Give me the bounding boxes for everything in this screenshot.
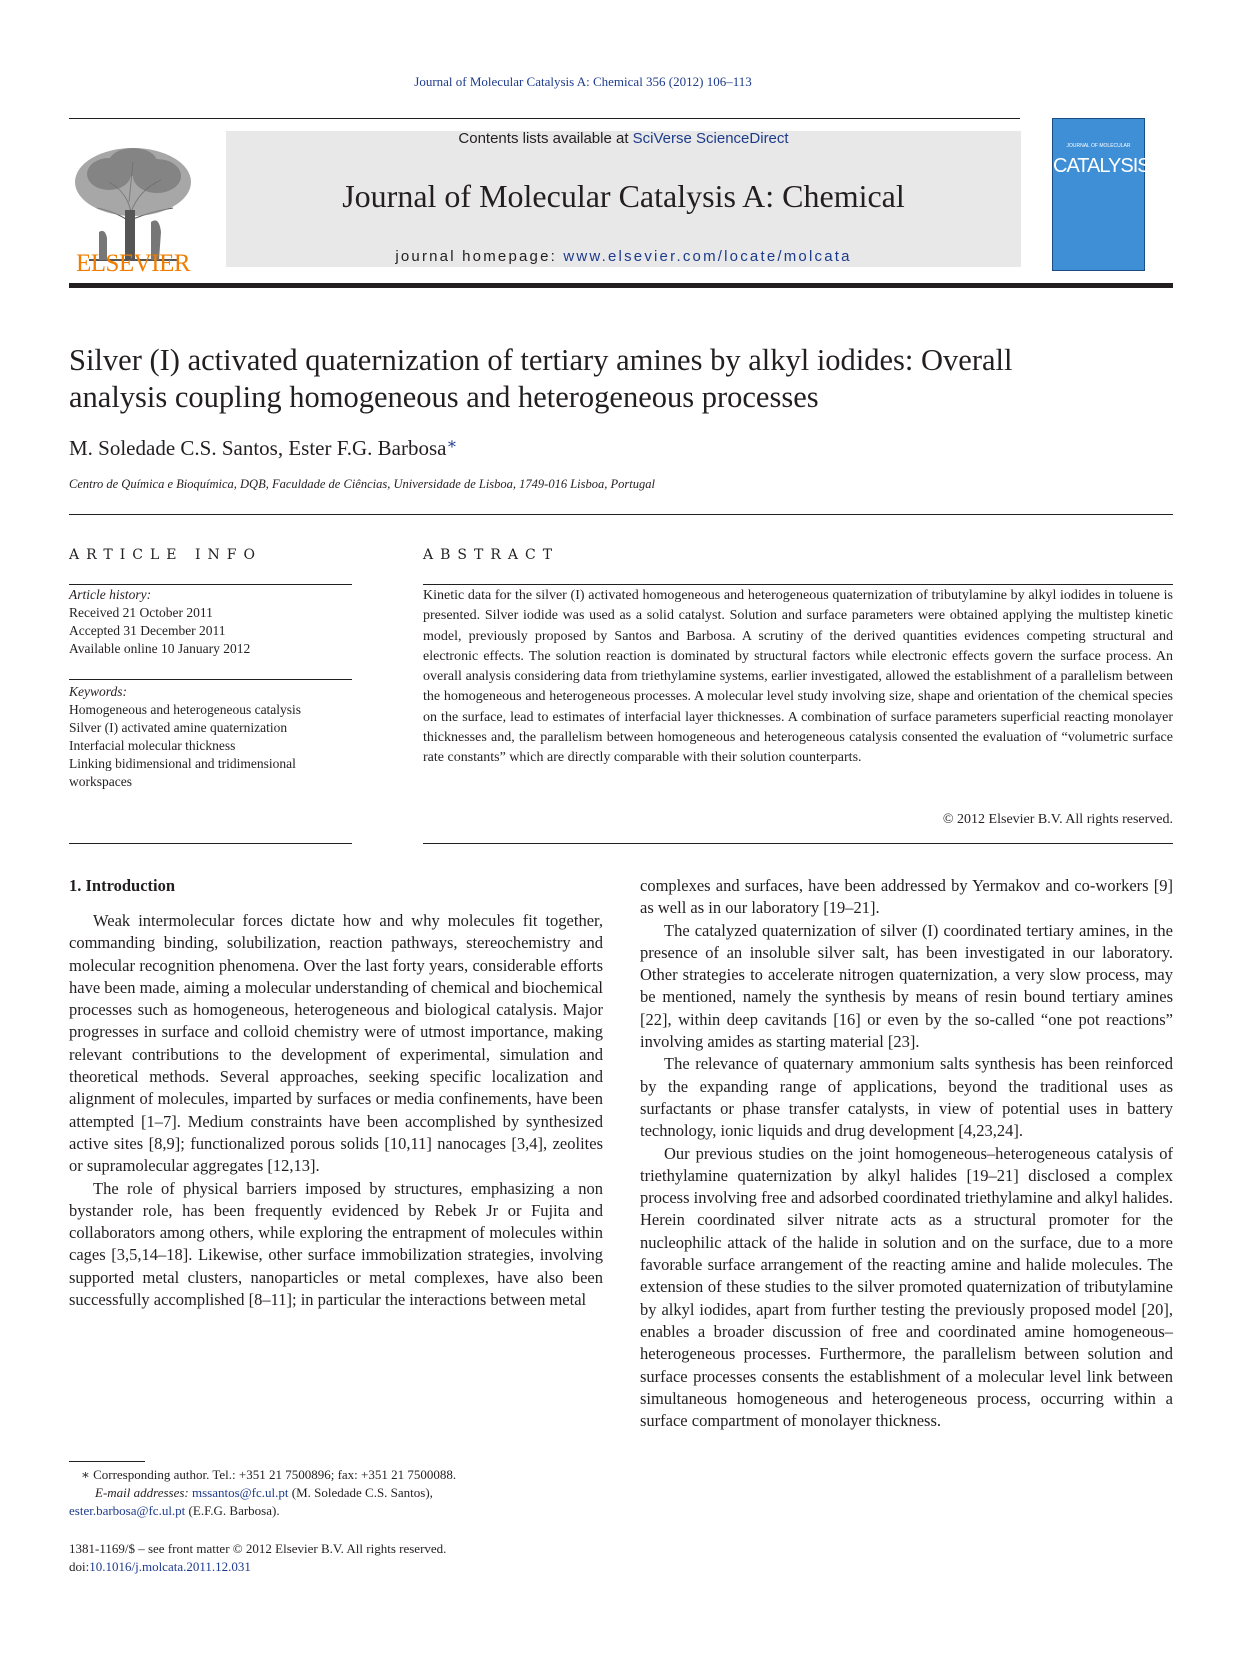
info-rule <box>69 843 352 844</box>
email-owner: (M. Soledade C.S. Santos), <box>288 1485 433 1500</box>
body-column-left <box>69 888 603 1311</box>
article-history <box>69 586 352 658</box>
contents-line <box>226 130 1021 147</box>
journal-title: Journal of Molecular Catalysis A: Chemical <box>342 178 905 214</box>
cover-subtitle: JOURNAL OF MOLECULAR <box>1066 143 1131 149</box>
homepage-link[interactable]: www.elsevier.com/locate/molcata <box>563 248 852 265</box>
affiliation-rule <box>69 514 1173 515</box>
homepage-prefix: journal homepage: <box>395 248 564 265</box>
doi-line <box>69 1558 446 1576</box>
top-rule <box>69 118 1020 119</box>
info-rule <box>69 679 352 680</box>
body-column-right <box>640 875 1173 1432</box>
body-paragraph: Our previous studies on the joint homogeneous–heterogeneous catalysis of triethylamine quaternization by alkyl halides [19–21] disclosed a complex process involving free and adsorbed coordinated triethylamine and alkyl halides. Herein coordinated silver nitrate acts as a structural promoter for the nucleophilic attack of the halide in solution and on the surface, due to a more favorable surface arrangement of the reacting amine and halide molecules. The extension of these studies to the silver promoted quaternization of tributylamine by alkyl iodides, apart from further testing the previously proposed model [20], enables a broader discussion of free and coordinated amine homogeneous–heterogeneous processes. Furthermore, the parallelism between solution and surface processes consents the establishment of a molecular level link between simultaneous homogeneous and heterogeneous process, occurring within a surface compartment of monolayer thickness. <box>640 1143 1173 1431</box>
email-link-barbosa[interactable]: ester.barbosa@fc.ul.pt <box>69 1503 186 1518</box>
history-online: Available online 10 January 2012 <box>69 641 251 656</box>
body-paragraph: The catalyzed quaternization of silver (I) coordinated tertiary amines, in the presence of an insoluble silver salt, has been investigated in our laboratory. Other strategies to accelerate nitrogen quaternization, a very slow process, may be mentioned, namely the synthesis by means of resin bound tertiary amines [22], within deep cavitands [16] or even by the so-called “one pot reactions” involving amides as starting material [23]. <box>640 920 1173 1052</box>
abstract-rule <box>423 584 1173 585</box>
abstract-text: Kinetic data for the silver (I) activated homogeneous and heterogeneous quaternization of tributylamine by alkyl iodides in toluene is presented. Silver iodide was used as a solid catalyst. Solution and surface parameters were obtained applying the multistep kinetic model, previously proposed by Santos and Barbosa. A scrutiny of the derived quantities evidences competing structural and electronic effects. The solution reaction is dominated by structural factors while electronic effects govern the surface process. An overall analysis considering data from triethylamine systems, earlier investigated, allowed the establishment of a parallelism between the homogeneous and heterogeneous processes. A molecular level study involving size, shape and orientation of the chemical species on the surface, lead to estimates of interfacial layer thicknesses. A combination of surface parameters superficial reacting monolayer thicknesses and, the parallelism between homogeneous and heterogeneous catalysis consented the evaluation of “volumetric surface rate constants” which are directly comparable with their solution counterparts. <box>423 588 1173 766</box>
title-line-1: Silver (I) activated quaternization of tertiary amines by alkyl iodides: Overall <box>69 343 1013 377</box>
article-info-heading: ARTICLE INFO <box>69 547 262 563</box>
body-paragraph: complexes and surfaces, have been addressed by Yermakov and co-workers [9] as well as in our laboratory [19–21]. <box>640 876 1173 918</box>
article-title <box>69 342 1173 416</box>
footnote <box>69 1466 609 1520</box>
footnote-rule <box>69 1461 145 1462</box>
sciencedirect-link[interactable]: SciVerse ScienceDirect <box>632 130 789 147</box>
keyword-item: Homogeneous and heterogeneous catalysis <box>69 702 302 717</box>
journal-cover-image[interactable] <box>1052 118 1150 271</box>
info-rule <box>69 584 352 585</box>
journal-citation[interactable]: Journal of Molecular Catalysis A: Chemical 356 (2012) 106–113 <box>414 74 752 89</box>
corresponding-author-mark[interactable]: ∗ <box>446 436 458 453</box>
front-matter <box>69 1540 446 1576</box>
history-label: Article history: <box>69 587 152 602</box>
history-received: Received 21 October 2011 <box>69 605 213 620</box>
author-names: M. Soledade C.S. Santos, Ester F.G. Barbosa <box>69 436 447 460</box>
email-label: E-mail addresses: <box>95 1485 193 1500</box>
body-paragraph: The role of physical barriers imposed by structures, emphasizing a non bystander role, has been frequently evidenced by Rebek Jr or Fujita and collaborators among others, while exploring the entrapment of molecules within cages [3,5,14–18]. Likewise, other surface immobilization strategies, involving supported metal clusters, nanoparticles or metal complexes, have also been successfully accomplished [8–11]; in particular the interactions between metal <box>69 1178 603 1310</box>
keywords <box>69 683 352 791</box>
front-matter-line: 1381-1169/$ – see front matter © 2012 Elsevier B.V. All rights reserved. <box>69 1541 447 1556</box>
email-line <box>69 1484 609 1502</box>
elsevier-wordmark: ELSEVIER <box>75 250 191 277</box>
keyword-item: workspaces <box>69 774 132 789</box>
introduction-heading: 1. Introduction <box>69 876 176 895</box>
doi-label: doi: <box>69 1559 90 1574</box>
homepage-line <box>226 248 1021 265</box>
body-paragraph: The relevance of quaternary ammonium salts synthesis has been reinforced by the expanding range of applications, beyond the traditional uses as surfactants or phase transfer catalysts, in view of potential uses in battery technology, ionic liquids and drug development [4,23,24]. <box>640 1054 1173 1141</box>
authors <box>69 434 457 461</box>
keywords-label: Keywords: <box>69 684 127 699</box>
email-link-santos[interactable]: mssantos@fc.ul.pt <box>192 1485 289 1500</box>
body-paragraph: Weak intermolecular forces dictate how and why molecules fit together, commanding binding, solubilization, reaction pathways, stereochemistry and molecular recognition phenomena. Over the last forty years, considerable efforts have been made, aiming a molecular understanding of chemical and biochemical processes such as homogeneous, heterogeneous and biological catalysis. Major progresses in surface and colloid chemistry were of utmost importance, making relevant contributions to the development of experimental, simulation and theoretical methods. Several approaches, seeking specific localization and alignment of molecules, imparted by surfaces or media confinements, have been attempted [1–7]. Medium constraints have been accomplished by synthesized active sites [8,9]; functionalized porous solids [10,11] nanocages [3,4], zeolites or supramolecular aggregates [12,13]. <box>69 911 603 1176</box>
cover-title: CATALYSIS <box>1053 155 1150 177</box>
abstract-heading: ABSTRACT <box>423 547 560 563</box>
keyword-item: Interfacial molecular thickness <box>69 738 236 753</box>
title-line-2: analysis coupling homogeneous and heterogeneous processes <box>69 380 819 414</box>
doi-link[interactable]: 10.1016/j.molcata.2011.12.031 <box>89 1559 251 1574</box>
keyword-item: Silver (I) activated amine quaternization <box>69 720 288 735</box>
email-owner: (E.F.G. Barbosa). <box>185 1503 280 1518</box>
keyword-item: Linking bidimensional and tridimensional <box>69 756 296 771</box>
history-accepted: Accepted 31 December 2011 <box>69 623 226 638</box>
abstract-copyright: © 2012 Elsevier B.V. All rights reserved. <box>942 812 1173 827</box>
email-line <box>69 1502 609 1520</box>
header-thick-rule <box>69 283 1173 288</box>
contents-prefix: Contents lists available at <box>458 130 633 147</box>
abstract-rule <box>423 843 1173 844</box>
corresponding-author-note: ∗ Corresponding author. Tel.: +351 21 7500896; fax: +351 21 7500088. <box>81 1467 457 1482</box>
affiliation: Centro de Química e Bioquímica, DQB, Faculdade de Ciências, Universidade de Lisboa, 1749-016 Lisboa, Portugal <box>69 477 655 491</box>
